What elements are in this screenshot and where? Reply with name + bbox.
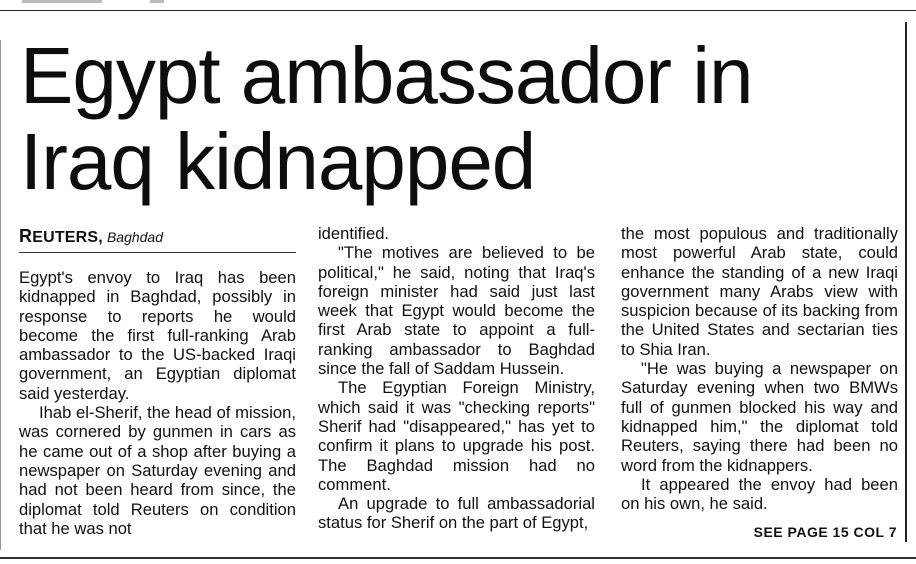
paragraph: the most populous and traditionally most powerful Arab state, could enhance the standing of a new Iraqi government many Arabs view with suspicion because of its backing from the United States and sectarian ties to Shia Iran.: [621, 224, 898, 359]
paragraph: Ihab el-Sherif, the head of mission, was cornered by gunmen in cars as he came out of a shop after buying a newspaper on Saturday evening and had not been heard from since, the diplomat told Reuters on condition that he was not: [19, 403, 296, 538]
column-3: [621, 224, 898, 513]
column-2: [318, 224, 595, 533]
paragraph: Egypt's envoy to Iraq has been kidnapped in Baghdad, possibly in response to reports he would become the first full-ranking Arab ambassador to the US-backed Iraqi government, an Egyptian diplomat said yesterday.: [19, 268, 296, 403]
paragraph: The Egyptian Foreign Ministry, which said it was "checking reports" Sherif had "disappeared," has yet to confirm it plans to upgrade his post. The Baghdad mission had no comment.: [318, 378, 595, 494]
bottom-rule: [0, 557, 916, 559]
byline-agency: [19, 226, 103, 246]
right-rule: [905, 22, 907, 542]
byline-agency-rest: EUTERS,: [32, 229, 103, 246]
continuation-jump: SEE PAGE 15 COL 7: [753, 524, 897, 540]
paragraph: It appeared the envoy had been on his own, he said.: [621, 474, 898, 514]
byline-rule: [19, 252, 296, 253]
paragraph: An upgrade to full ambassadorial status for Sherif on the part of Egypt,: [318, 494, 595, 533]
byline-place: Baghdad: [106, 229, 164, 245]
byline: [19, 226, 296, 248]
paragraph: identified.: [318, 224, 390, 243]
column-1: [19, 268, 296, 538]
paragraph: "The motives are believed to be political," he said, noting that Iraq's foreign minister had said just last week that Egypt would become the first Arab state to appoint a full-ranking ambassador to Baghdad since the fall of Saddam Hussein.: [318, 243, 595, 379]
byline-agency-initial: R: [19, 226, 33, 246]
top-rule: [0, 10, 916, 11]
left-rule: [0, 40, 1, 550]
paragraph: "He was buying a newspaper on Saturday evening when two BMWs full of gunmen blocked his way and kidnapped him," the diplomat told Reuters, saying there had been no word from the kidnappers.: [621, 359, 898, 475]
headline: Egypt ambassador in Iraq kidnapped: [20, 31, 753, 206]
top-decor-bar: [22, 0, 102, 3]
top-decor-bar-small: [150, 0, 164, 3]
